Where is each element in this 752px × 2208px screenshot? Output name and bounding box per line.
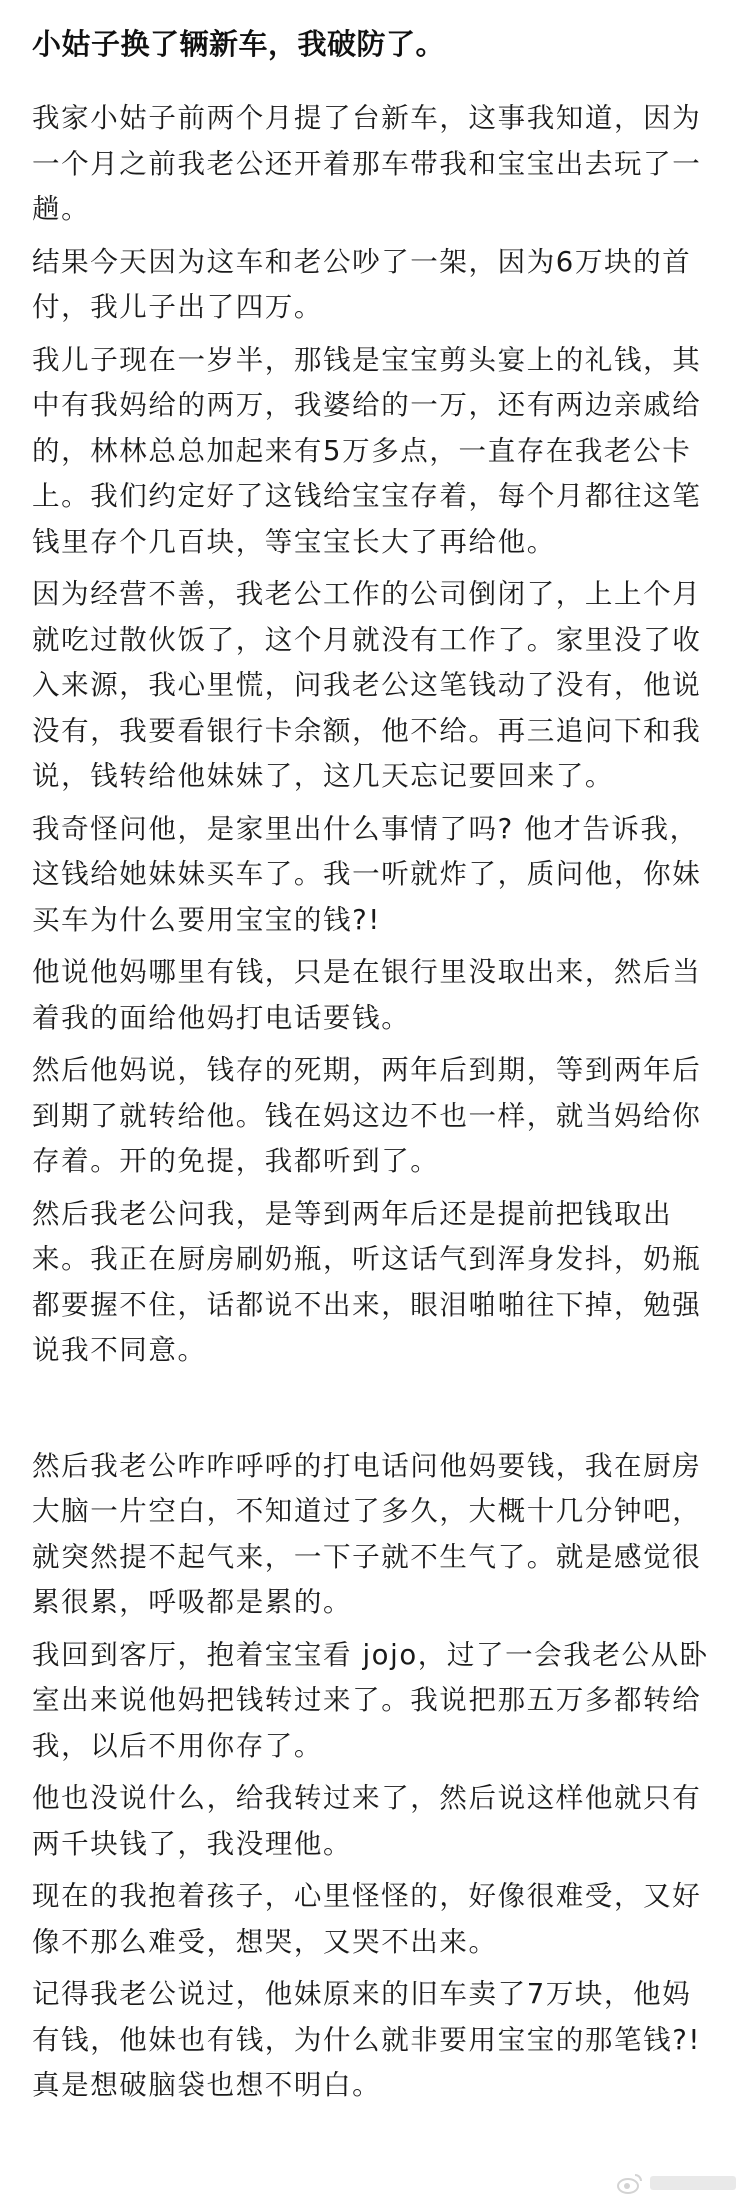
paragraph: 结果今天因为这车和老公吵了一架，因为6万块的首付，我儿子出了四万。 [32,245,692,323]
paragraph: 因为经营不善，我老公工作的公司倒闭了，上上个月 就吃过散伙饭了，这个月就没有工作了。家里没了收入来源，我心里慌，问我老公这笔钱动了没有，他说没有，我要看银行卡余额，他不给。再三追问下和我说，钱转给他妹妹了，这几天忘记要回来了。 [32,578,702,792]
paragraph: 记得我老公说过，他妹原来的旧车卖了7万块，他妈有钱，他妹也有钱，为什么就非要用宝宝的那笔钱?! 真是想破脑袋也想不明白。 [32,1978,702,2101]
post-body [32,96,718,2109]
paragraph: 他说他妈哪里有钱，只是在银行里没取出来，然后当着我的面给他妈打电话要钱。 [32,956,702,1034]
paragraph: 然后他妈说，钱存的死期，两年后到期，等到两年后到期了就转给他。钱在妈这边不也一样，就当妈给你存着。开的免提，我都听到了。 [32,1054,702,1177]
paragraph: 然后我老公咋咋呼呼的打电话问他妈要钱，我在厨房大脑一片空白，不知道过了多久，大概十几分钟吧，就突然提不起气来，一下子就不生气了。就是感觉很累很累，呼吸都是累的。 [32,1449,702,1618]
paragraph: 他也没说什么，给我转过来了，然后说这样他就只有两千块钱了，我没理他。 [32,1782,702,1860]
post-title: 小姑子换了辆新车，我破防了。 [32,27,446,61]
watermark [616,2172,736,2194]
watermark-text [650,2176,736,2190]
paragraph: 我家小姑子前两个月提了台新车，这事我知道，因为一个月之前我老公还开着那车带我和宝宝出去玩了一趟。 [32,102,702,225]
paragraph: 我奇怪问他，是家里出什么事情了吗? 他才告诉我，这钱给她妹妹买车了。我一听就炸了，质问他，你妹买车为什么要用宝宝的钱?! [32,812,702,936]
weibo-logo-icon [616,2172,644,2194]
paragraph: 然后我老公问我，是等到两年后还是提前把钱取出来。我正在厨房刷奶瓶，听这话气到浑身发抖，奶瓶都要握不住，话都说不出来，眼泪啪啪往下掉，勉强说我不同意。 [32,1197,702,1366]
paragraph: 我回到客厅，抱着宝宝看 jojo，过了一会我老公从卧室出来说他妈把钱转过来了。我说把那五万多都转给我，以后不用你存了。 [32,1638,709,1762]
paragraph: 我儿子现在一岁半，那钱是宝宝剪头宴上的礼钱，其中有我妈给的两万，我婆给的一万，还有两边亲戚给的，林林总总加起来有5万多点，一直存在我老公卡上。我们约定好了这钱给宝宝存着，每个月都往这笔钱里存个几百块，等宝宝长大了再给他。 [32,343,702,558]
paragraph: 现在的我抱着孩子，心里怪怪的，好像很难受，又好像不那么难受，想哭，又哭不出来。 [32,1880,702,1958]
